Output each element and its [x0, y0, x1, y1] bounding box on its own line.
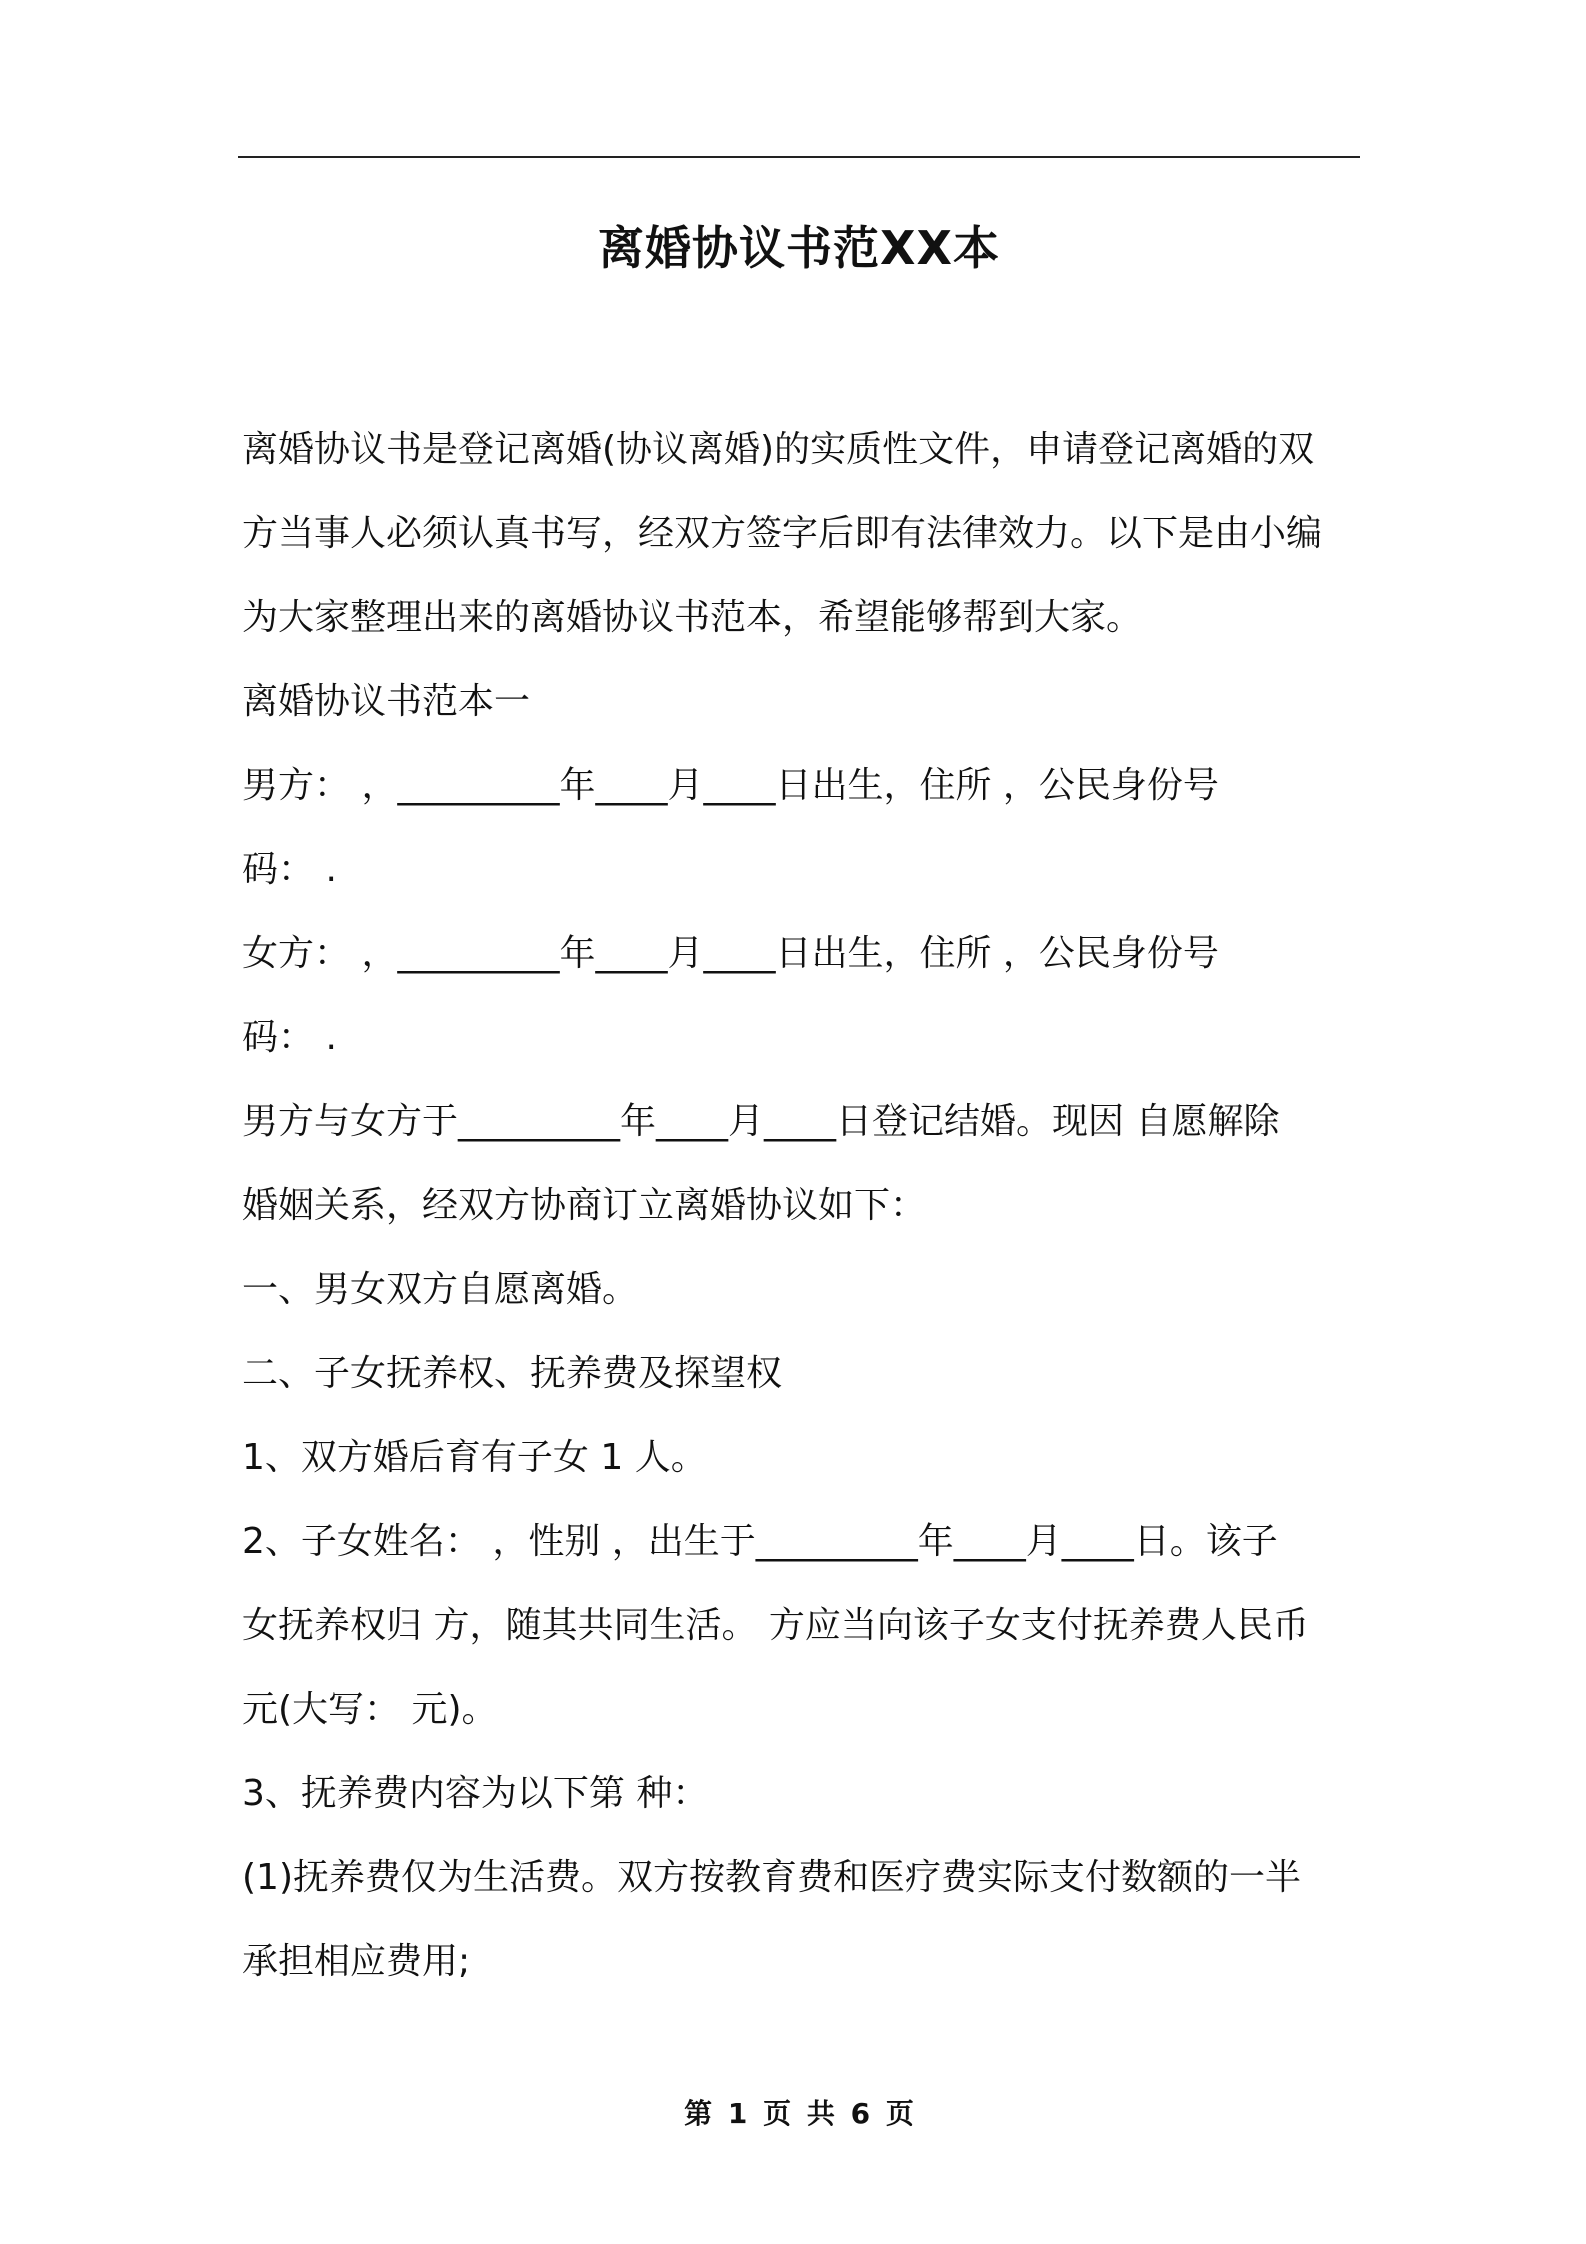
clause-line: 二、子女抚养权、抚养费及探望权 [242, 1353, 783, 1394]
body-line: 为大家整理出来的离婚协议书范本，希望能够帮到大家。 [242, 597, 1143, 638]
header-rule [238, 156, 1360, 158]
clause-line: 3、抚养费内容为以下第 种： [242, 1773, 709, 1814]
body-line: 承担相应费用; [242, 1941, 471, 1982]
clause-line: 1、双方婚后育有子女 1 人。 [242, 1437, 707, 1478]
body-line: 女方： ，_________年____月____日出生，住所 ，公民身份号 [242, 933, 1219, 974]
clause-line: (1)抚养费仅为生活费。双方按教育费和医疗费实际支付数额的一半 [242, 1857, 1301, 1898]
clause-line: 2、子女姓名： ，性别 ，出生于_________年____月____日。该子 [242, 1521, 1278, 1562]
body-line: 码： . [242, 849, 337, 890]
body-line: 男方： ，_________年____月____日出生，住所 ，公民身份号 [242, 765, 1219, 806]
body-line: 女抚养权归 方，随其共同生活。 方应当向该子女支付抚养费人民币 [242, 1605, 1309, 1646]
body-line: 方当事人必须认真书写，经双方签字后即有法律效力。以下是由小编 [242, 513, 1323, 554]
body-line: 婚姻关系，经双方协商订立离婚协议如下： [242, 1185, 927, 1226]
page-number-footer: 第 1 页 共 6 页 [684, 2097, 914, 2130]
document-title: 离婚协议书范XX本 [598, 221, 1000, 275]
body-line: 元(大写： 元)。 [242, 1689, 498, 1730]
body-line: 码： . [242, 1017, 337, 1058]
body-line: 离婚协议书是登记离婚(协议离婚)的实质性文件，申请登记离婚的双 [242, 429, 1315, 470]
body-line: 男方与女方于_________年____月____日登记结婚。现因 自愿解除 [242, 1101, 1280, 1142]
section-heading: 离婚协议书范本一 [242, 681, 531, 722]
document-body [242, 408, 1358, 2004]
clause-line: 一、男女双方自愿离婚。 [242, 1269, 639, 1310]
